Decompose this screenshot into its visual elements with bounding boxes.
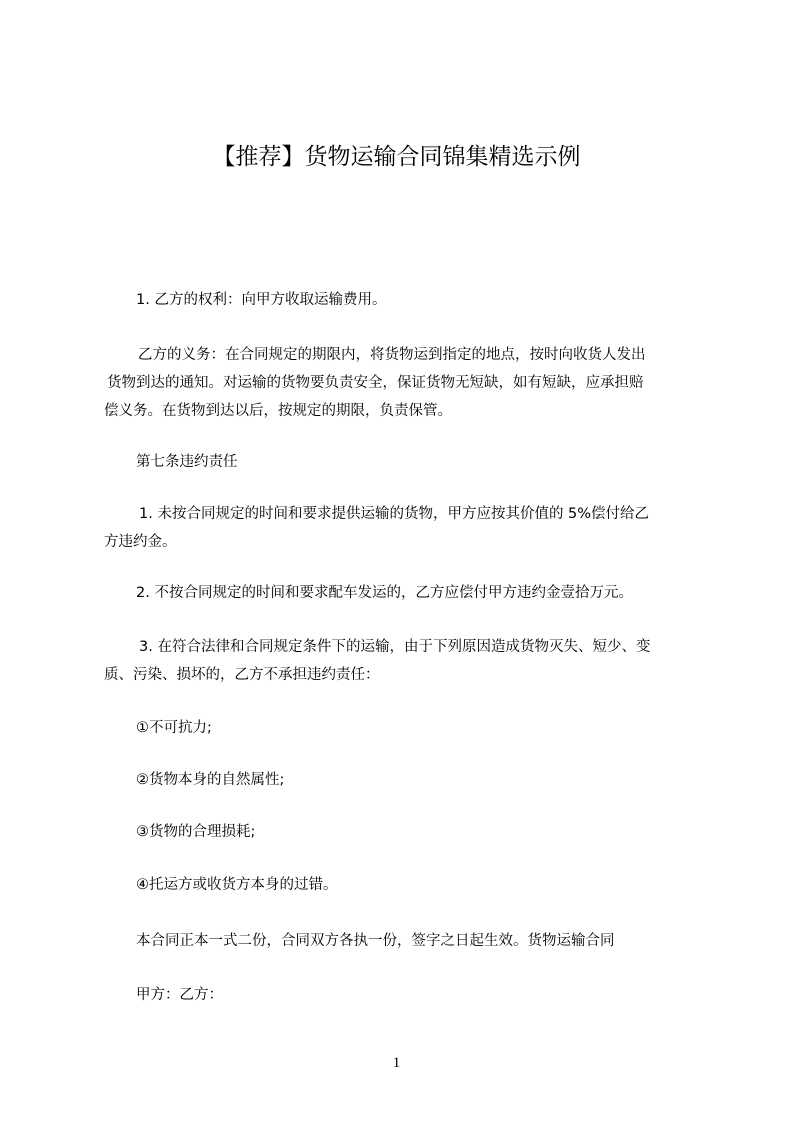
list-item: ①不可抗力; xyxy=(136,720,212,736)
section-heading: 第七条违约责任 xyxy=(136,454,238,470)
paragraph-line: 本合同正本一式二份，合同双方各执一份，签字之日起生效。货物运输合同 xyxy=(136,933,615,949)
document-title: 【推荐】货物运输合同锦集精选示例 xyxy=(212,144,581,170)
paragraph-line: 质、污染、损坏的，乙方不承担违约责任： xyxy=(104,667,380,683)
paragraph-line: 乙方的义务：在合同规定的期限内，将货物运到指定的地点，按时向收货人发出 xyxy=(138,347,646,363)
paragraph-line: 2. 不按合同规定的时间和要求配车发运的，乙方应偿付甲方违约金壹拾万元。 xyxy=(136,585,633,601)
list-item: ④托运方或收货方本身的过错。 xyxy=(136,877,338,893)
list-item: ②货物本身的自然属性; xyxy=(136,772,285,788)
paragraph-line: 3. 在符合法律和合同规定条件下的运输，由于下列原因造成货物灭失、短少、变 xyxy=(139,639,651,655)
paragraph-line: 1. 乙方的权利：向甲方收取运输费用。 xyxy=(136,292,387,308)
paragraph-line: 1. 未按合同规定的时间和要求提供运输的货物，甲方应按其价值的 5%偿付给乙 xyxy=(139,506,650,522)
paragraph-line: 方违约金。 xyxy=(104,534,177,550)
page-number: 1 xyxy=(392,1055,401,1071)
paragraph-line: 货物到达的通知。对运输的货物要负责安全，保证货物无短缺，如有短缺，应承担赔 xyxy=(107,375,644,391)
list-item: ③货物的合理损耗; xyxy=(136,824,256,840)
paragraph-line: 偿义务。在货物到达以后，按规定的期限，负责保管。 xyxy=(104,403,452,419)
signature-line: 甲方：乙方： xyxy=(136,987,223,1003)
